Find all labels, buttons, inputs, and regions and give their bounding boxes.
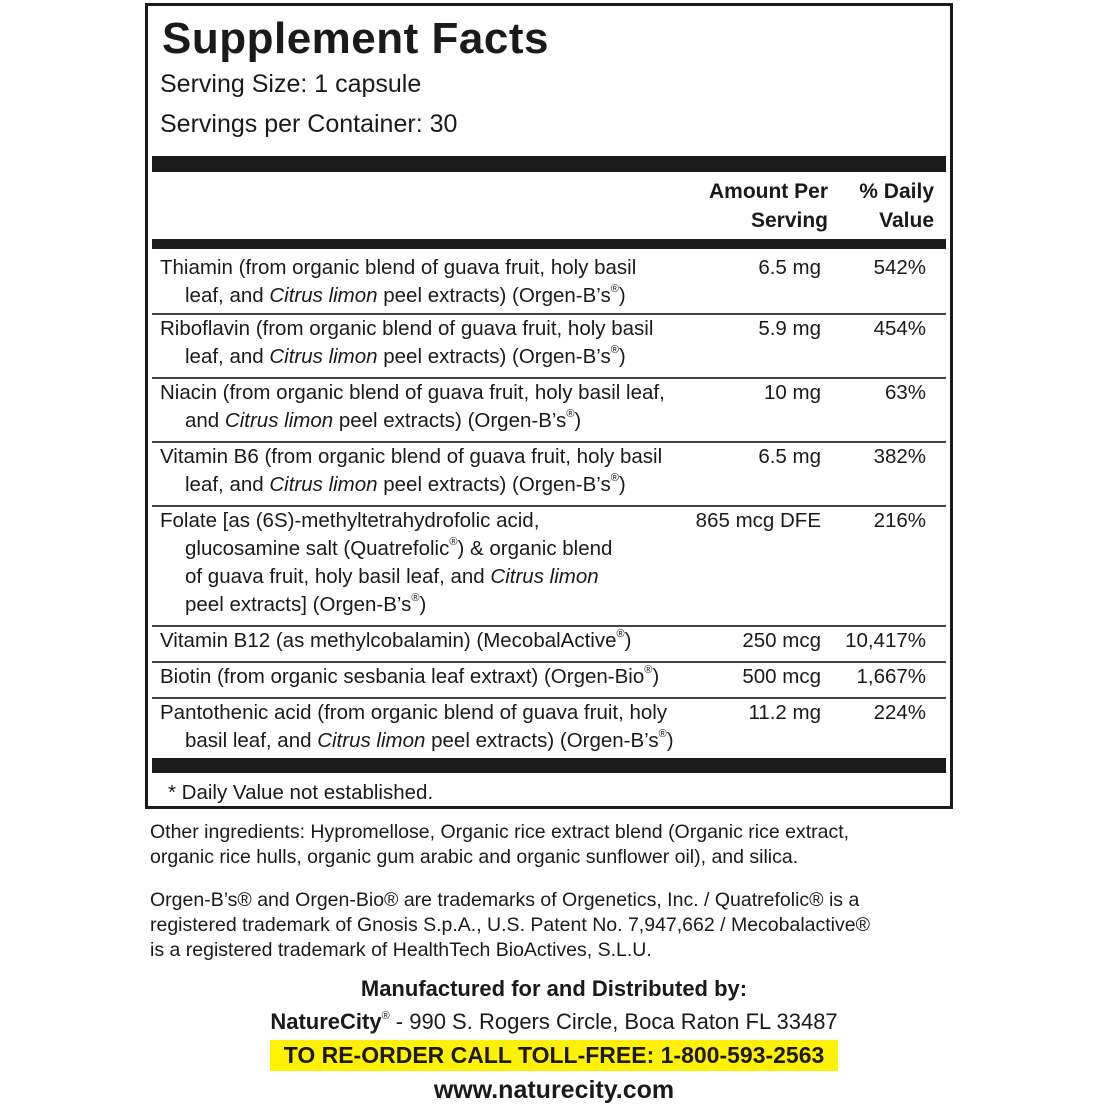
amount-per-serving: 11.2 mg [748,701,821,724]
daily-value-percent: 542% [873,256,926,279]
manufactured-by: Manufactured for and Distributed by: [360,976,748,1001]
address: NatureCity® - 990 S. Rogers Circle, Boca Raton FL 33487 [270,1009,838,1034]
website-link[interactable]: www.naturecity.com [433,1076,675,1104]
bottom-divider [152,758,946,773]
daily-value-percent: 224% [873,701,926,724]
panel-title: Supplement Facts [162,14,549,63]
other-ingredients: Other ingredients: Hypromellose, Organic rice extract blend (Organic rice extract, organic rice hulls, organic gum arabic and organic sunflower oil), and silica. [150,821,850,868]
nutrient-row [152,625,946,663]
daily-value-percent: 1,667% [856,665,926,688]
amount-per-serving: 865 mcg DFE [695,509,821,532]
nutrient-name: Biotin (from organic sesbania leaf extraxt) (Orgen-Bio®) [160,664,660,688]
nutrient-row [152,313,946,379]
header-divider [152,239,946,249]
serving-size: Serving Size: 1 capsule [160,70,422,98]
thick-divider [152,156,946,172]
amount-per-serving: 6.5 mg [758,445,821,468]
supplement-facts-panel [145,3,953,809]
amount-per-serving: 500 mcg [742,665,821,688]
nutrient-name: Vitamin B12 (as methylcobalamin) (MecobalActive®) [160,628,632,652]
amount-header: Amount Per Serving [708,180,828,232]
daily-value-percent: 63% [884,381,926,404]
nutrient-name: Thiamin (from organic blend of guava fruit, holy basil leaf, and Citrus limon peel extracts) (Orgen-B’s®) [160,256,637,307]
amount-per-serving: 5.9 mg [758,317,821,340]
amount-per-serving: 10 mg [764,381,821,404]
amount-per-serving: 6.5 mg [758,256,821,279]
nutrient-name: Niacin (from organic blend of guava fruit, holy basil leaf, and Citrus limon peel extracts) (Orgen-B’s®) [160,381,665,432]
nutrient-row [152,697,946,757]
daily-value-percent: 216% [873,509,926,532]
footnote: * Daily Value not established. [168,781,434,804]
daily-value-percent: 10,417% [845,629,926,652]
nutrient-name: Pantothenic acid (from organic blend of guava fruit, holy basil leaf, and Citrus limon peel extracts) (Orgen-B’s®) [160,701,674,752]
daily-value-percent: 382% [873,445,926,468]
nutrient-row [152,441,946,507]
reorder-phone-banner: TO RE-ORDER CALL TOLL-FREE: 1-800-593-2563 [270,1040,839,1071]
nutrient-name: Vitamin B6 (from organic blend of guava fruit, holy basil leaf, and Citrus limon peel extracts) (Orgen-B’s®) [160,445,663,496]
nutrient-name: Folate [as (6S)-methyltetrahydrofolic acid, glucosamine salt (Quatrefolic®) & organic blend of guava fruit, holy basil leaf, and Citrus limon peel extracts] (Orgen-B’s®) [160,509,613,616]
daily-value-header: % Daily Value [859,180,934,232]
nutrient-row [152,505,946,627]
nutrient-row [152,661,946,699]
amount-per-serving: 250 mcg [742,629,821,652]
servings-per-container: Servings per Container: 30 [160,110,458,138]
nutrient-row [152,252,946,315]
daily-value-percent: 454% [873,317,926,340]
nutrient-row [152,377,946,443]
trademark-notice: Orgen-B’s® and Orgen-Bio® are trademarks of Orgenetics, Inc. / Quatrefolic® is a registered trademark of Gnosis S.p.A., U.S. Patent No. 7,947,662 / Mecobalactive® is a registered trademark of HealthTech BioActives, S.L.U. [150,889,870,961]
nutrient-name: Riboflavin (from organic blend of guava fruit, holy basil leaf, and Citrus limon peel extracts) (Orgen-B’s®) [160,317,654,368]
